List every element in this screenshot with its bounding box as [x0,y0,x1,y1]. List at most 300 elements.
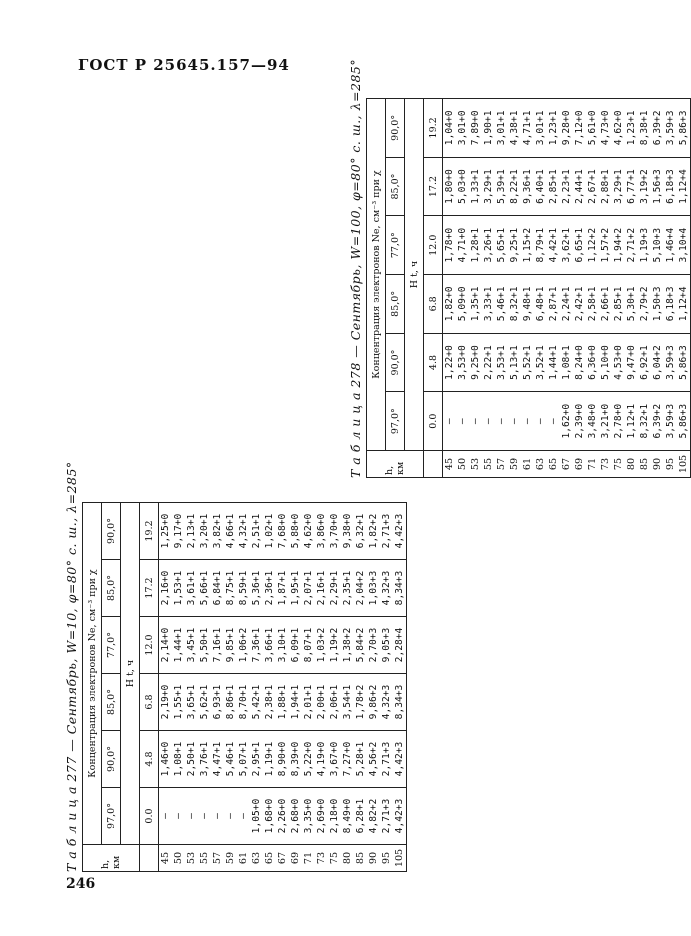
value-cell: 7,12+0 [573,99,586,158]
value-cell: 2,35+1 [341,560,354,617]
height-cell: 75 [328,845,341,872]
value-cell: 4,62+0 [612,99,625,158]
value-cell: 3,35+0 [302,788,315,845]
value-cell: 2,07+1 [302,560,315,617]
table-row [547,99,560,478]
value-cell: 5,39+1 [495,157,508,216]
table-row [495,99,508,478]
blank-cell [140,845,159,872]
time-header: 0.0 [424,392,443,451]
chi-header: 90,0° [386,99,405,158]
value-cell: 6,09+1 [289,617,302,674]
value-cell: — [185,788,198,845]
value-cell: 1,35+1 [469,275,482,334]
time-header: 17.2 [140,560,159,617]
value-cell: 5,66+1 [198,560,211,617]
value-cell: 9,25+1 [508,216,521,275]
table-row [456,99,469,478]
table-row [599,99,612,478]
h-km-header: h, км [367,451,424,478]
table-row [534,99,547,478]
value-cell: 1,19+1 [263,731,276,788]
page-header: ГОСТ Р 25645.157—94 [78,56,290,74]
value-cell: 4,32+1 [237,503,250,560]
height-cell: 71 [586,451,599,478]
table-row [651,99,664,478]
table-row [508,99,521,478]
ht-header: H t, ч [121,503,140,845]
value-cell: 3,61+1 [185,560,198,617]
table-row [159,503,173,872]
value-cell: 2,29+1 [328,560,341,617]
value-cell: 7,68+0 [276,503,289,560]
value-cell: — [469,392,482,451]
value-cell: 2,85+1 [547,157,560,216]
value-cell: 4,82+2 [367,788,380,845]
height-cell: 63 [250,845,263,872]
table-row [211,503,224,872]
value-cell: 2,18+0 [328,788,341,845]
value-cell: 4,71+0 [456,216,469,275]
value-cell: 5,46+1 [224,731,237,788]
value-cell: 6,84+1 [211,560,224,617]
value-cell: 3,82+1 [211,503,224,560]
value-cell: 2,14+0 [159,617,173,674]
value-cell: 7,27+0 [341,731,354,788]
value-cell: 2,38+1 [263,674,276,731]
table-row [250,503,263,872]
table-row [172,503,185,872]
value-cell: 5,30+1 [625,275,638,334]
height-cell: 61 [521,451,534,478]
time-header: 4.8 [140,731,159,788]
value-cell: — [237,788,250,845]
value-cell: 2,95+1 [250,731,263,788]
value-cell: 2,67+1 [586,157,599,216]
table-row [664,99,677,478]
height-cell: 45 [443,451,457,478]
value-cell: 5,86+3 [677,392,691,451]
time-header: 6.8 [424,275,443,334]
value-cell: 8,38+1 [638,99,651,158]
value-cell: 5,52+1 [521,333,534,392]
value-cell: 9,47+0 [625,333,638,392]
value-cell: 1,57+2 [599,216,612,275]
value-cell: 2,51+1 [250,503,263,560]
height-cell: 90 [367,845,380,872]
height-cell: 105 [677,451,691,478]
value-cell: 1,95+1 [289,560,302,617]
value-cell: 1,04+0 [443,99,457,158]
value-cell: 4,32+3 [380,560,393,617]
value-cell: 4,42+1 [547,216,560,275]
value-cell: 9,36+1 [521,157,534,216]
chi-header: 85,0° [386,157,405,216]
value-cell: 2,71+3 [380,503,393,560]
value-cell: 3,52+1 [534,333,547,392]
table-row [586,99,599,478]
value-cell: 8,07+1 [302,617,315,674]
value-cell: 1,19+3 [638,216,651,275]
value-cell: 2,85+1 [612,275,625,334]
value-cell: 2,23+1 [560,157,573,216]
value-cell: 1,68+0 [263,788,276,845]
value-cell: — [534,392,547,451]
data-table [82,502,407,872]
value-cell: 2,01+1 [302,674,315,731]
table-278-block [346,58,689,478]
value-cell: 5,50+1 [198,617,211,674]
value-cell: — [482,392,495,451]
value-cell: 7,89+0 [469,99,482,158]
table-row [482,99,495,478]
value-cell: 8,32+1 [638,392,651,451]
value-cell: 1,23+1 [547,99,560,158]
value-cell: 2,26+0 [276,788,289,845]
group-header: Концентрация электронов Nе, см⁻³ при χ [367,99,386,451]
value-cell: 5,86+3 [677,99,691,158]
height-cell: 55 [198,845,211,872]
value-cell: 2,16+1 [315,560,328,617]
value-cell: 8,70+1 [237,674,250,731]
table-row [521,99,534,478]
value-cell: 2,19+0 [159,674,173,731]
value-cell: 1,80+0 [443,157,457,216]
chi-header: 85,0° [102,560,121,617]
value-cell: 2,69+0 [315,788,328,845]
time-header: 19.2 [424,99,443,158]
value-cell: 9,38+0 [341,503,354,560]
value-cell: 2,71+3 [380,788,393,845]
time-header: 4.8 [424,333,443,392]
value-cell: 1,12+4 [677,275,691,334]
value-cell: 6,32+1 [354,503,367,560]
value-cell: 1,94+2 [612,216,625,275]
value-cell: 4,47+1 [211,731,224,788]
height-cell: 69 [289,845,302,872]
value-cell: 1,08+1 [172,731,185,788]
height-cell: 73 [315,845,328,872]
value-cell: 3,29+1 [612,157,625,216]
table-row [185,503,198,872]
group-header: Концентрация электронов Nе, см⁻³ при χ [83,503,102,845]
value-cell: 1,44+1 [547,333,560,392]
value-cell: 2,04+2 [354,560,367,617]
value-cell: 6,36+0 [586,333,599,392]
value-cell: 5,03+0 [456,157,469,216]
value-cell: — [172,788,185,845]
value-cell: 2,36+1 [263,560,276,617]
chi-header: 90,0° [386,333,405,392]
value-cell: 2,39+0 [573,392,586,451]
table-row [289,503,302,872]
value-cell: 2,24+1 [560,275,573,334]
height-cell: 95 [380,845,393,872]
value-cell: 4,42+3 [393,788,407,845]
value-cell: 9,25+0 [469,333,482,392]
value-cell: 2,22+1 [482,333,495,392]
value-cell: 6,39+2 [651,392,664,451]
value-cell: 1,03+2 [315,617,328,674]
height-cell: 71 [302,845,315,872]
table-row [315,503,328,872]
value-cell: — [547,392,560,451]
value-cell: 8,49+0 [341,788,354,845]
time-header: 12.0 [424,216,443,275]
value-cell: 4,62+0 [302,503,315,560]
value-cell: 3,66+1 [263,617,276,674]
value-cell: 2,70+3 [367,617,380,674]
table-row [263,503,276,872]
value-cell: 3,54+1 [341,674,354,731]
value-cell: 6,48+1 [534,275,547,334]
value-cell: 1,12+2 [586,216,599,275]
value-cell: 1,50+3 [651,275,664,334]
value-cell: 6,39+2 [651,99,664,158]
table-row [302,503,315,872]
height-cell: 59 [508,451,521,478]
value-cell: 1,78+0 [443,216,457,275]
height-cell: 90 [651,451,664,478]
value-cell: 2,58+1 [586,275,599,334]
table-row [328,503,341,872]
value-cell: 3,01+1 [495,99,508,158]
value-cell: 2,78+0 [612,392,625,451]
value-cell: 3,53+1 [495,333,508,392]
value-cell: 5,36+1 [250,560,263,617]
value-cell: 1,38+2 [341,617,354,674]
value-cell: 6,93+1 [211,674,224,731]
value-cell: 7,36+1 [250,617,263,674]
value-cell: 9,48+1 [521,275,534,334]
value-cell: 1,94+1 [289,674,302,731]
value-cell: 8,90+0 [276,731,289,788]
value-cell: — [211,788,224,845]
value-cell: 3,01+1 [534,99,547,158]
value-cell: 3,19+2 [638,157,651,216]
value-cell: 1,12+4 [677,157,691,216]
value-cell: 2,71+3 [380,731,393,788]
chi-header: 97,0° [102,788,121,845]
value-cell: 8,34+3 [393,674,407,731]
height-cell: 53 [469,451,482,478]
table-row [469,99,482,478]
table-caption: Т а б л и ц а 278 — Сентябрь, W=100, φ=80° с. ш., λ=285° [348,58,363,478]
value-cell: 3,20+1 [198,503,211,560]
value-cell: 1,28+1 [469,216,482,275]
ht-header: H t, ч [405,99,424,451]
value-cell: 1,88+1 [276,674,289,731]
value-cell: 1,44+1 [172,617,185,674]
value-cell: 4,38+1 [508,99,521,158]
height-cell: 73 [599,451,612,478]
blank-cell [424,451,443,478]
value-cell: 3,48+0 [586,392,599,451]
time-header: 19.2 [140,503,159,560]
height-cell: 95 [664,451,677,478]
value-cell: 8,75+1 [224,560,237,617]
table-row [224,503,237,872]
value-cell: — [159,788,173,845]
table-row [341,503,354,872]
value-cell: 2,87+1 [547,275,560,334]
value-cell: 6,40+1 [534,157,547,216]
value-cell: 5,88+0 [289,503,302,560]
value-cell: 4,53+0 [612,333,625,392]
value-cell: 5,42+1 [250,674,263,731]
value-cell: 5,84+2 [354,617,367,674]
value-cell: 1,82+0 [443,275,457,334]
value-cell: 5,10+0 [599,333,612,392]
value-cell: 4,56+2 [367,731,380,788]
value-cell: 2,42+1 [573,275,586,334]
value-cell: 6,77+1 [625,157,638,216]
data-table [366,98,691,478]
value-cell: 9,85+1 [224,617,237,674]
value-cell: 1,22+0 [443,333,457,392]
value-cell: 5,10+3 [651,216,664,275]
value-cell: 4,32+3 [380,674,393,731]
value-cell: 6,04+2 [651,333,664,392]
height-cell: 45 [159,845,173,872]
value-cell: 1,53+1 [172,560,185,617]
value-cell: 4,19+0 [315,731,328,788]
value-cell: 5,22+0 [302,731,315,788]
value-cell: 1,25+0 [159,503,173,560]
value-cell: 1,06+2 [237,617,250,674]
value-cell: 5,46+1 [495,275,508,334]
value-cell: 4,73+0 [599,99,612,158]
value-cell: 1,90+1 [482,99,495,158]
value-cell: 9,05+3 [380,617,393,674]
height-cell: 50 [172,845,185,872]
value-cell: 3,86+0 [315,503,328,560]
value-cell: 9,86+2 [367,674,380,731]
value-cell: 8,22+1 [508,157,521,216]
chi-header: 77,0° [386,216,405,275]
table-row [198,503,211,872]
value-cell: 1,15+2 [521,216,534,275]
time-header: 12.0 [140,617,159,674]
value-cell: 3,33+1 [482,275,495,334]
value-cell: 7,16+1 [211,617,224,674]
time-header: 17.2 [424,157,443,216]
value-cell: 1,19+2 [328,617,341,674]
value-cell: 3,62+1 [560,216,573,275]
height-cell: 65 [263,845,276,872]
height-cell: 105 [393,845,407,872]
value-cell: 1,23+1 [625,99,638,158]
value-cell: 8,86+1 [224,674,237,731]
value-cell: 3,45+1 [185,617,198,674]
value-cell: 6,65+1 [573,216,586,275]
chi-header: 77,0° [102,617,121,674]
chi-header: 90,0° [102,731,121,788]
height-cell: 65 [547,451,560,478]
value-cell: 5,07+1 [237,731,250,788]
chi-header: 97,0° [386,392,405,451]
value-cell: 2,88+1 [599,157,612,216]
value-cell: — [521,392,534,451]
value-cell: 5,28+1 [354,731,367,788]
table-row [638,99,651,478]
value-cell: 4,66+1 [224,503,237,560]
value-cell: 6,18+3 [664,275,677,334]
value-cell: 1,62+0 [560,392,573,451]
height-cell: 80 [625,451,638,478]
value-cell: 2,66+1 [599,275,612,334]
height-cell: 57 [495,451,508,478]
value-cell: 1,46+4 [664,216,677,275]
page-number: 246 [66,876,96,892]
value-cell: 1,03+3 [367,560,380,617]
value-cell: 3,01+0 [456,99,469,158]
value-cell: — [443,392,457,451]
table-row [625,99,638,478]
value-cell: 6,28+1 [354,788,367,845]
value-cell: 2,79+2 [638,275,651,334]
chi-header: 90,0° [102,503,121,560]
table-row [573,99,586,478]
value-cell: 8,34+3 [393,560,407,617]
table-row [354,503,367,872]
value-cell: 1,05+0 [250,788,263,845]
height-cell: 53 [185,845,198,872]
value-cell: 3,10+1 [276,617,289,674]
value-cell: 3,67+0 [328,731,341,788]
value-cell: 1,55+1 [172,674,185,731]
value-cell: 3,53+0 [456,333,469,392]
value-cell: 6,18+3 [664,157,677,216]
height-cell: 69 [573,451,586,478]
value-cell: 5,62+1 [198,674,211,731]
value-cell: 2,44+1 [573,157,586,216]
value-cell: 8,24+0 [573,333,586,392]
height-cell: 67 [276,845,289,872]
value-cell: 3,10+4 [677,216,691,275]
value-cell: 1,82+2 [367,503,380,560]
table-row [393,503,407,872]
value-cell: 5,86+3 [677,333,691,392]
value-cell: 2,50+1 [185,731,198,788]
value-cell: 5,61+0 [586,99,599,158]
table-row [443,99,457,478]
height-cell: 63 [534,451,547,478]
value-cell: 3,70+0 [328,503,341,560]
table-row [677,99,691,478]
height-cell: 85 [354,845,367,872]
value-cell: — [495,392,508,451]
value-cell: 1,02+1 [263,503,276,560]
value-cell: 2,16+0 [159,560,173,617]
height-cell: 50 [456,451,469,478]
value-cell: 5,13+1 [508,333,521,392]
value-cell: 2,71+2 [625,216,638,275]
value-cell: 1,56+3 [651,157,664,216]
height-cell: 55 [482,451,495,478]
table-row [560,99,573,478]
value-cell: 5,65+1 [495,216,508,275]
value-cell: 2,00+1 [315,674,328,731]
value-cell: 8,39+0 [289,731,302,788]
value-cell: 6,92+1 [638,333,651,392]
value-cell: 8,32+1 [508,275,521,334]
table-caption: Т а б л и ц а 277 — Сентябрь, W=10, φ=80° с. ш., λ=285° [64,461,79,872]
value-cell: 2,28+4 [393,617,407,674]
height-cell: 57 [211,845,224,872]
value-cell: 5,09+0 [456,275,469,334]
value-cell: 3,76+1 [198,731,211,788]
